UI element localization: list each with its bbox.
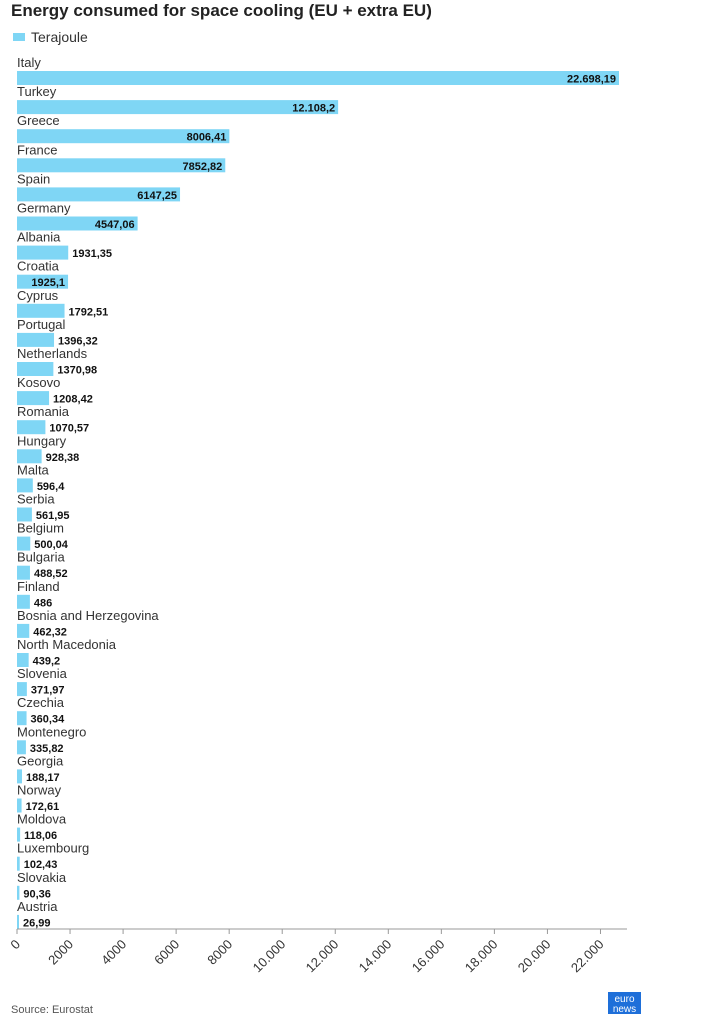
value-label: 500,04 — [34, 539, 68, 552]
value-label: 7852,82 — [182, 160, 223, 173]
bar[interactable] — [17, 420, 45, 434]
category-label: North Macedonia — [17, 637, 116, 652]
value-label: 188,17 — [25, 771, 60, 784]
value-label: 26,99 — [23, 917, 51, 930]
euronews-logo — [608, 992, 641, 1014]
x-tick-label: 6000 — [151, 936, 183, 968]
bar[interactable] — [17, 333, 54, 347]
value-label: 1925,1 — [31, 277, 66, 290]
bar[interactable] — [17, 740, 26, 754]
x-tick-label: 18.000 — [461, 936, 501, 976]
bar[interactable] — [17, 391, 49, 405]
category-label: Serbia — [17, 491, 55, 507]
bar[interactable] — [17, 595, 30, 609]
category-label: Norway — [17, 782, 62, 798]
x-tick-label: 8000 — [204, 936, 236, 968]
category-label: Finland — [17, 578, 60, 594]
value-label: 172,61 — [25, 801, 60, 813]
logo-text-top: euro — [614, 994, 635, 1005]
bar[interactable] — [17, 304, 65, 318]
category-label: Malta — [17, 462, 49, 478]
value-label: 462,32 — [33, 626, 67, 639]
x-tick-label: 4000 — [98, 936, 130, 968]
category-label: Bulgaria — [17, 549, 65, 565]
category-label: Greece — [17, 113, 60, 129]
bar[interactable] — [17, 653, 29, 667]
value-label: 1396,32 — [58, 335, 98, 348]
x-tick-label: 16.000 — [408, 936, 448, 976]
value-label: 6147,25 — [137, 189, 178, 202]
category-label: Georgia — [17, 753, 64, 769]
value-label: 360,34 — [30, 713, 65, 726]
category-label: Cyprus — [17, 287, 59, 303]
bar[interactable] — [17, 537, 30, 551]
category-label: Moldova — [17, 811, 67, 827]
bar[interactable] — [17, 478, 33, 492]
category-label: Montenegro — [17, 724, 87, 740]
category-label: Slovakia — [17, 869, 67, 885]
bar[interactable] — [17, 711, 27, 725]
category-label: Croatia — [17, 258, 59, 274]
x-tick-label: 14.000 — [355, 936, 395, 976]
value-label: 4547,06 — [94, 219, 135, 231]
bar[interactable] — [17, 828, 20, 842]
value-label: 486 — [33, 597, 53, 610]
x-tick-label: 12.000 — [302, 936, 342, 976]
value-label: 12.108,2 — [292, 102, 336, 115]
value-label: 928,38 — [45, 451, 80, 464]
category-label: Romania — [17, 404, 70, 420]
value-label: 1370,98 — [57, 364, 98, 377]
bar[interactable] — [17, 682, 27, 696]
value-label: 1792,51 — [68, 306, 109, 319]
category-label: France — [17, 142, 58, 158]
value-label: 8006,41 — [186, 131, 227, 144]
bar[interactable] — [17, 857, 20, 871]
value-label: 90,36 — [23, 888, 51, 901]
value-label: 102,43 — [23, 859, 58, 872]
category-label: Luxembourg — [17, 840, 90, 856]
category-label: Spain — [17, 171, 51, 187]
x-tick-label: 10.000 — [249, 936, 289, 976]
bar[interactable] — [17, 246, 68, 260]
value-label: 1931,35 — [72, 248, 112, 261]
value-label: 561,95 — [35, 510, 70, 522]
legend-label: Terajoule — [31, 29, 88, 45]
bar[interactable] — [17, 508, 32, 522]
category-label: Slovenia — [17, 666, 67, 682]
category-label: Germany — [17, 200, 71, 216]
value-label: 1070,57 — [49, 422, 90, 435]
category-label: Portugal — [17, 316, 66, 332]
value-label: 1208,42 — [53, 393, 93, 406]
bar[interactable] — [17, 799, 22, 813]
category-label: Netherlands — [17, 346, 88, 361]
x-tick-label: 22.000 — [567, 936, 607, 976]
x-tick-label: 2000 — [45, 936, 77, 968]
value-label: 22.698,19 — [567, 73, 616, 86]
category-label: Kosovo — [17, 375, 61, 391]
category-label: Italy — [17, 55, 41, 70]
x-tick-label: 0 — [7, 936, 24, 953]
x-tick-label: 20.000 — [514, 936, 554, 976]
value-label: 488,52 — [33, 568, 68, 581]
chart-title: Energy consumed for space cooling (EU + extra EU) — [11, 1, 432, 20]
bar[interactable] — [17, 362, 53, 376]
category-label: Belgium — [17, 520, 64, 536]
bar[interactable] — [17, 915, 19, 929]
bar[interactable] — [17, 449, 42, 463]
source-note: Source: Eurostat — [11, 1004, 93, 1016]
bar[interactable] — [17, 624, 29, 638]
value-label: 118,06 — [24, 830, 58, 843]
bar[interactable] — [17, 100, 338, 114]
bar[interactable] — [17, 769, 22, 783]
bar[interactable] — [17, 886, 19, 900]
bar[interactable] — [17, 566, 30, 580]
value-label: 335,82 — [29, 742, 64, 755]
category-label: Austria — [17, 898, 58, 914]
value-label: 439,2 — [32, 655, 61, 668]
value-label: 596,4 — [36, 480, 65, 493]
bar[interactable] — [17, 71, 619, 85]
category-label: Albania — [17, 229, 61, 245]
category-label: Turkey — [17, 84, 57, 100]
category-label: Bosnia and Herzegovina — [17, 607, 159, 623]
logo-text-bottom: news — [612, 1004, 637, 1015]
category-label: Hungary — [17, 433, 67, 449]
value-label: 371,97 — [30, 684, 65, 697]
category-label: Czechia — [17, 695, 64, 711]
